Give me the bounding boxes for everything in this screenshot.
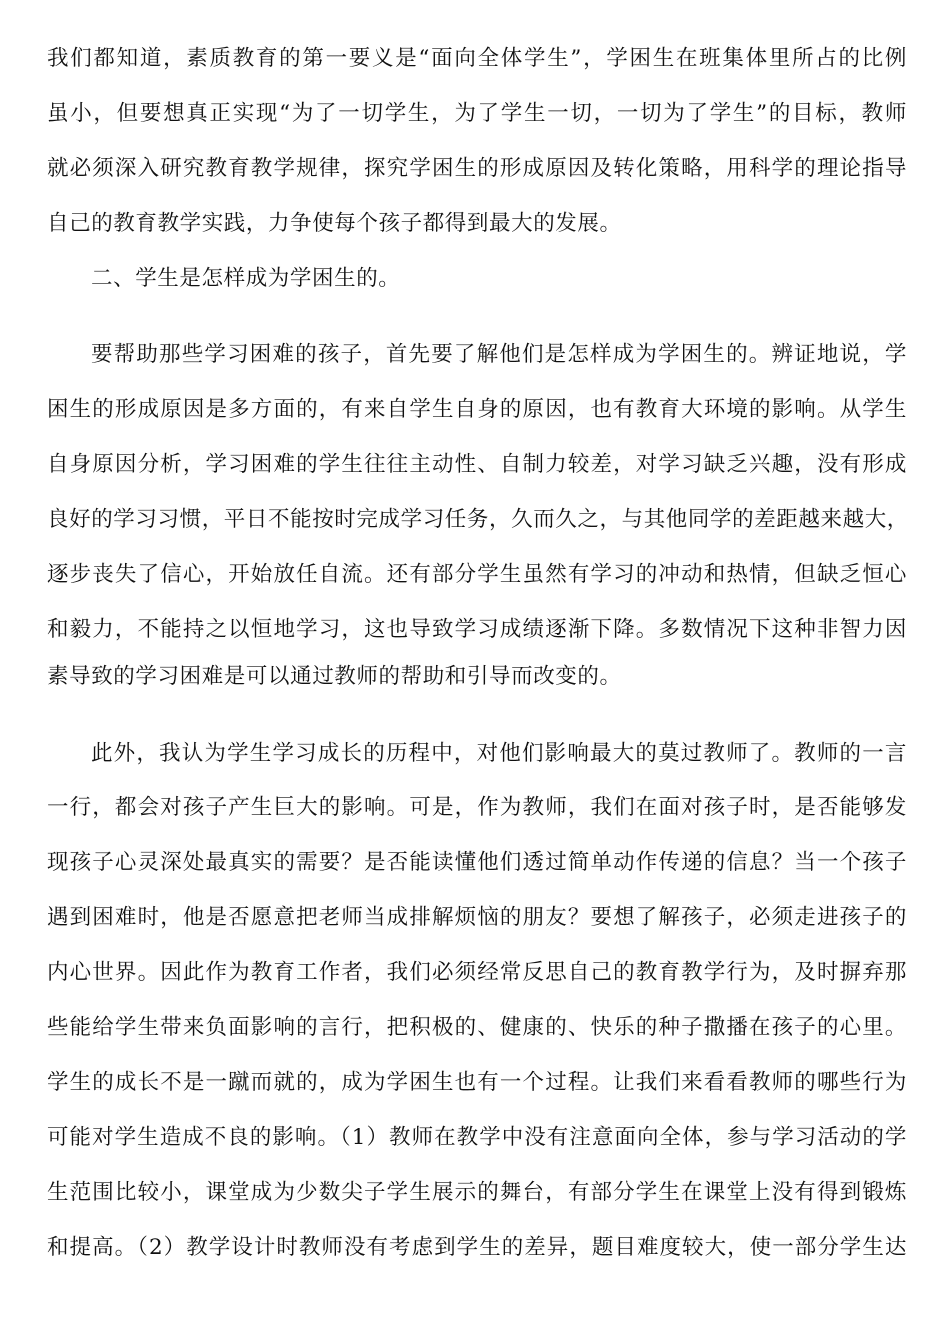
text-line: 生范围比较小，课堂成为少数尖子学生展示的舞台，有部分学生在课堂上没有得到锻炼 [47, 1180, 907, 1205]
text-line: 良好的学习习惯，平日不能按时完成学习任务，久而久之，与其他同学的差距越来越大， [47, 507, 909, 532]
text-line: 困生的形成原因是多方面的，有来自学生自身的原因，也有教育大环境的影响。从学生 [47, 397, 907, 422]
text-line: 一行，都会对孩子产生巨大的影响。可是，作为教师，我们在面对孩子时，是否能够发 [47, 795, 907, 820]
text-line: 自身原因分析，学习困难的学生往往主动性、自制力较差，对学习缺乏兴趣，没有形成 [47, 452, 907, 477]
text-line: 现孩子心灵深处最真实的需要？是否能读懂他们透过简单动作传递的信息？当一个孩子 [47, 850, 907, 875]
text-line: 逐步丧失了信心，开始放任自流。还有部分学生虽然有学习的冲动和热情，但缺乏恒心 [47, 562, 907, 587]
text-line: 可能对学生造成不良的影响。（1）教师在教学中没有注意面向全体，参与学习活动的学 [47, 1125, 907, 1150]
text-line: 就必须深入研究教育教学规律，探究学困生的形成原因及转化策略，用科学的理论指导 [47, 156, 907, 181]
text-line: 自己的教育教学实践，力争使每个孩子都得到最大的发展。 [47, 211, 622, 236]
text-line: 要帮助那些学习困难的孩子，首先要了解他们是怎样成为学困生的。辨证地说，学 [91, 342, 907, 367]
text-line: 此外，我认为学生学习成长的历程中，对他们影响最大的莫过教师了。教师的一言 [91, 741, 907, 766]
text-line: 我们都知道，素质教育的第一要义是“面向全体学生”，学困生在班集体里所占的比例 [47, 46, 907, 71]
text-line: 和提高。（2）教学设计时教师没有考虑到学生的差异，题目难度较大，使一部分学生达 [47, 1235, 907, 1260]
text-line: 内心世界。因此作为教育工作者，我们必须经常反思自己的教育教学行为，及时摒弃那 [47, 960, 907, 985]
text-line: 和毅力，不能持之以恒地学习，这也导致学习成绩逐渐下降。多数情况下这种非智力因 [47, 617, 907, 642]
heading-line: 二、学生是怎样成为学困生的。 [91, 266, 401, 291]
text-line: 些能给学生带来负面影响的言行，把积极的、健康的、快乐的种子撒播在孩子的心里。 [47, 1015, 907, 1040]
text-line: 遇到困难时，他是否愿意把老师当成排解烦恼的朋友？要想了解孩子，必须走进孩子的 [47, 905, 907, 930]
text-line: 学生的成长不是一蹴而就的，成为学困生也有一个过程。让我们来看看教师的哪些行为 [47, 1070, 907, 1095]
text-line: 虽小，但要想真正实现“为了一切学生，为了学生一切，一切为了学生”的目标，教师 [47, 101, 907, 126]
text-line: 素导致的学习困难是可以通过教师的帮助和引导而改变的。 [47, 664, 622, 689]
